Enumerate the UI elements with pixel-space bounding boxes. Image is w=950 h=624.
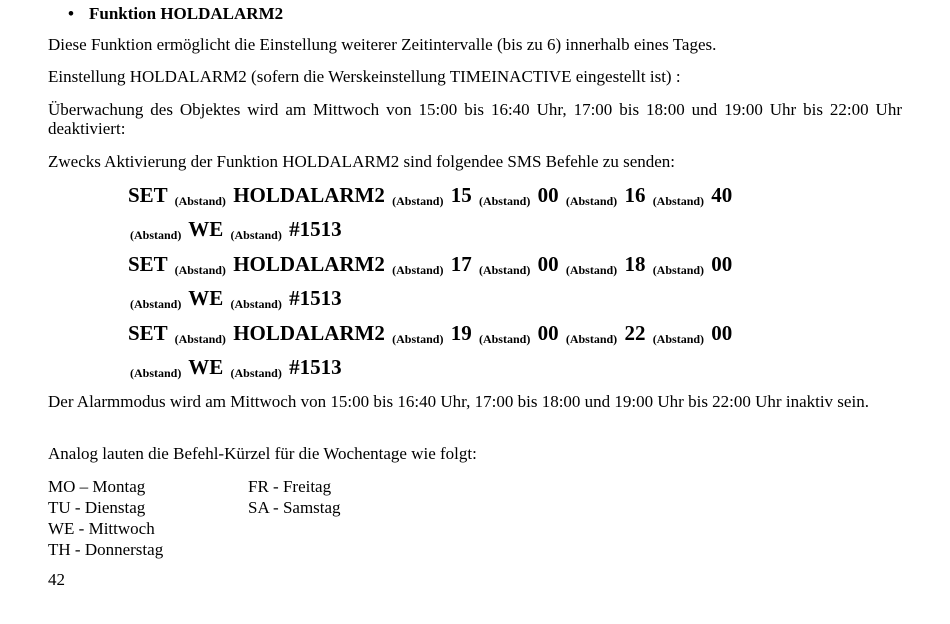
cmd-token: 00 [711, 252, 733, 276]
spacer-label: (Abstand) [565, 332, 618, 346]
spacer-label: (Abstand) [174, 263, 226, 277]
spacer-label: (Abstand) [230, 297, 282, 311]
spacer-label: (Abstand) [174, 194, 226, 208]
weekday-item: WE - Mittwoch [48, 519, 155, 538]
command-line-2b [128, 286, 342, 316]
command-line-3b [128, 355, 342, 385]
cmd-token: 00 [711, 321, 733, 345]
spacer-label: (Abstand) [392, 194, 444, 208]
cmd-token: 17 [450, 252, 472, 276]
spacer-label: (Abstand) [130, 297, 182, 311]
weekday-item: SA - Samstag [248, 498, 341, 517]
spacer-label: (Abstand) [565, 263, 618, 277]
bullet-icon: • [68, 4, 74, 23]
spacer-label: (Abstand) [174, 332, 226, 346]
cmd-token: #1513 [289, 286, 342, 310]
cmd-token: HOLDALARM2 [233, 252, 385, 276]
spacer-label: (Abstand) [230, 366, 282, 380]
command-line-2a [128, 252, 732, 282]
cmd-token: #1513 [289, 217, 342, 241]
spacer-label: (Abstand) [392, 263, 444, 277]
cmd-token: SET [128, 252, 168, 276]
weekday-item: TH - Donnerstag [48, 540, 164, 559]
spacer-label: (Abstand) [130, 228, 182, 242]
paragraph-setting: Einstellung HOLDALARM2 (sofern die Werskeinstellung TIMEINACTIVE eingestellt ist) : [48, 67, 681, 86]
paragraph-result: Der Alarmmodus wird am Mittwoch von 15:00 bis 16:40 Uhr, 17:00 bis 18:00 und 19:00 Uhr bis 22:00 Uhr inaktiv sein. [48, 392, 869, 411]
cmd-token: 00 [537, 252, 559, 276]
spacer-label: (Abstand) [565, 194, 618, 208]
cmd-token: SET [128, 321, 168, 345]
weekday-item: TU - Dienstag [48, 498, 146, 517]
cmd-token: 22 [624, 321, 646, 345]
heading-title: Funktion HOLDALARM2 [89, 4, 284, 23]
spacer-label: (Abstand) [392, 332, 444, 346]
cmd-token: 16 [624, 183, 646, 207]
spacer-label: (Abstand) [478, 263, 531, 277]
spacer-label: (Abstand) [652, 263, 705, 277]
cmd-token: 00 [537, 321, 559, 345]
spacer-label: (Abstand) [478, 332, 531, 346]
command-line-1a [128, 183, 732, 213]
weekday-item: MO – Montag [48, 477, 146, 496]
command-line-1b [128, 217, 342, 247]
cmd-token: WE [188, 286, 224, 310]
paragraph-monitoring: Überwachung des Objektes wird am Mittwoch von 15:00 bis 16:40 Uhr, 17:00 bis 18:00 und 19:00 Uhr bis 22:00 Uhr deaktiviert: [48, 100, 902, 138]
cmd-token: WE [188, 355, 224, 379]
spacer-label: (Abstand) [478, 194, 531, 208]
cmd-token: WE [188, 217, 224, 241]
cmd-token: HOLDALARM2 [233, 183, 385, 207]
weekday-list-right [248, 476, 341, 518]
cmd-token: HOLDALARM2 [233, 321, 385, 345]
spacer-label: (Abstand) [652, 332, 705, 346]
paragraph-activation: Zwecks Aktivierung der Funktion HOLDALARM2 sind folgendee SMS Befehle zu senden: [48, 152, 676, 171]
cmd-token: #1513 [289, 355, 342, 379]
weekday-list-left [48, 476, 163, 560]
cmd-token: 18 [624, 252, 646, 276]
cmd-token: 19 [450, 321, 472, 345]
cmd-token: 40 [711, 183, 733, 207]
paragraph-intro: Diese Funktion ermöglicht die Einstellung weiterer Zeitintervalle (bis zu 6) innerhalb eines Tages. [48, 35, 717, 54]
cmd-token: 15 [450, 183, 472, 207]
paragraph-analog: Analog lauten die Befehl-Kürzel für die Wochentage wie folgt: [48, 444, 477, 463]
cmd-token: 00 [537, 183, 559, 207]
spacer-label: (Abstand) [130, 366, 182, 380]
cmd-token: SET [128, 183, 168, 207]
spacer-label: (Abstand) [652, 194, 705, 208]
spacer-label: (Abstand) [230, 228, 282, 242]
page-number: 42 [48, 570, 65, 589]
weekday-item: FR - Freitag [248, 477, 332, 496]
command-line-3a [128, 321, 732, 351]
